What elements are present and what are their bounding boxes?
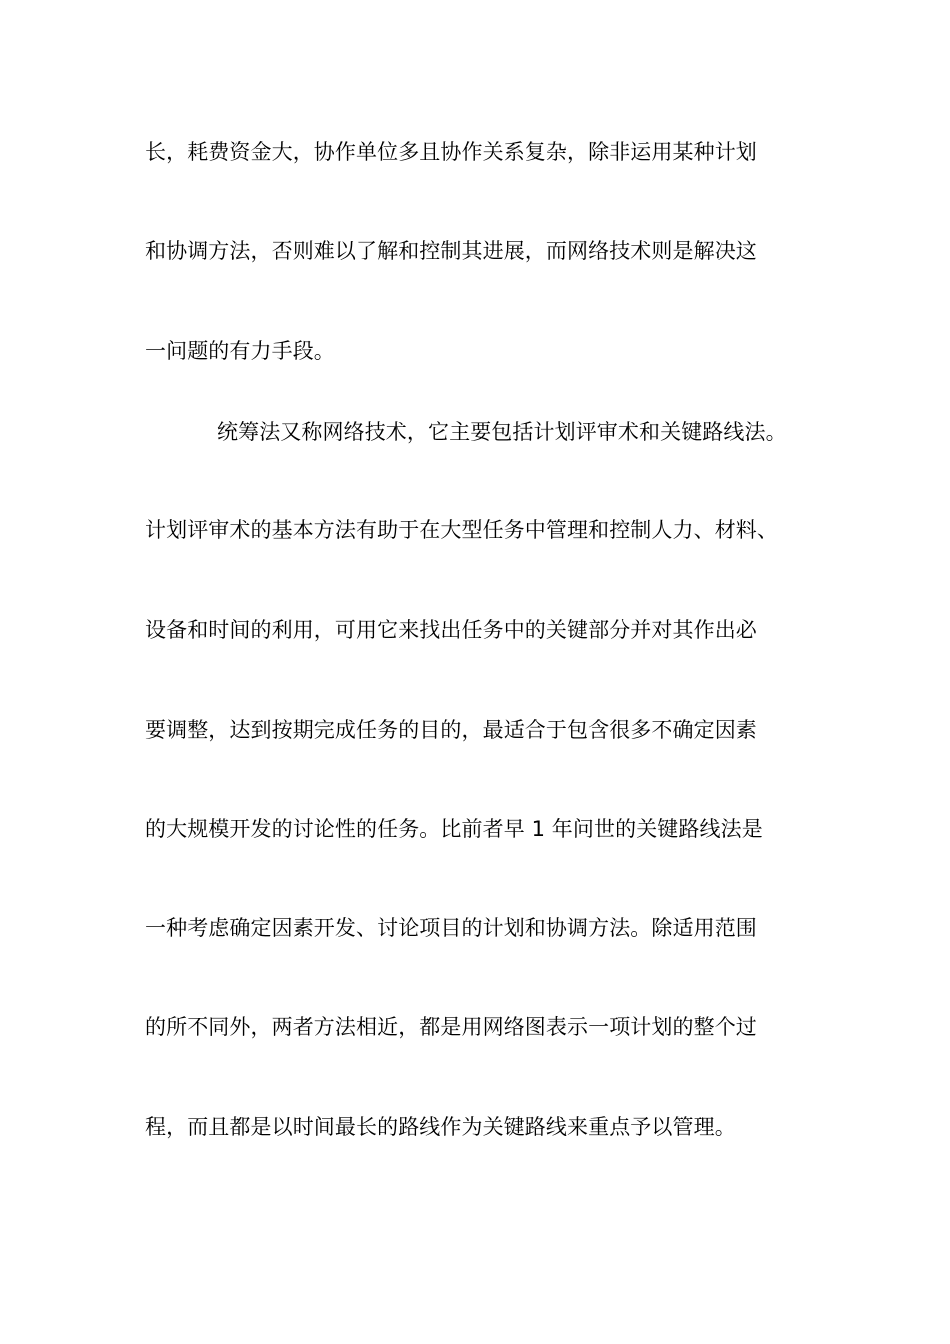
paragraph-line: 计划评审术的基本方法有助于在大型任务中管理和控制人力、材料、: [145, 518, 778, 542]
paragraph-line: 要调整，达到按期完成任务的目的，最适合于包含很多不确定因素: [145, 718, 757, 742]
paragraph-line: 长，耗费资金大，协作单位多且协作关系复杂，除非运用某种计划: [145, 140, 757, 164]
paragraph-line: 的大规模开发的讨论性的任务。比前者早 1 年问世的关键路线法是: [145, 817, 763, 841]
paragraph-line: 的所不同外，两者方法相近，都是用网络图表示一项计划的整个过: [145, 1015, 757, 1039]
paragraph-line: 程，而且都是以时间最长的路线作为关键路线来重点予以管理。: [145, 1115, 736, 1139]
paragraph-first-line: 统筹法又称网络技术，它主要包括计划评审术和关键路线法。: [217, 420, 787, 444]
paragraph-line: 设备和时间的利用，可用它来找出任务中的关键部分并对其作出必: [145, 618, 757, 642]
paragraph-line: 一种考虑确定因素开发、讨论项目的计划和协调方法。除适用范围: [145, 916, 757, 940]
paragraph-line: 和协调方法，否则难以了解和控制其进展，而网络技术则是解决这: [145, 239, 757, 263]
paragraph-line: 一问题的有力手段。: [145, 339, 335, 363]
